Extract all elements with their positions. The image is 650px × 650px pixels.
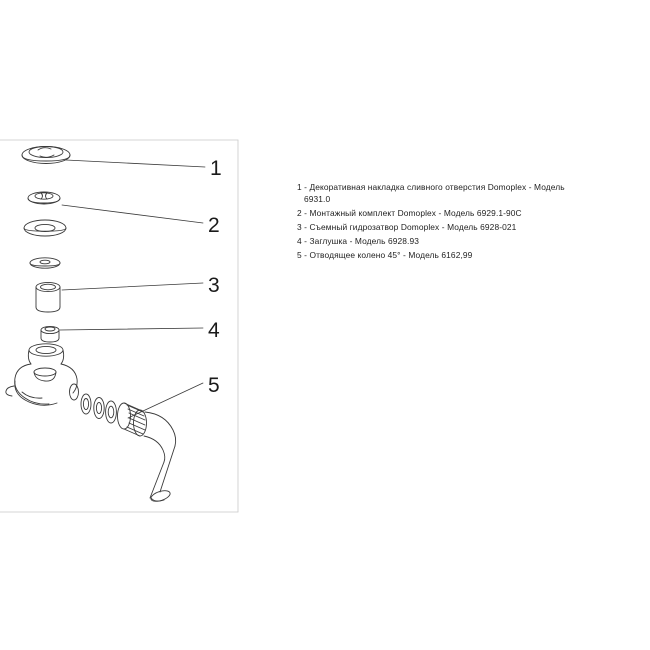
callout-number-5: 5 <box>208 374 220 397</box>
part-outlet-elbow <box>144 412 176 503</box>
leader-4 <box>60 328 203 330</box>
leader-lines <box>60 160 205 418</box>
part-knurled-nut <box>118 403 147 436</box>
legend-list <box>297 182 627 264</box>
part-cover-slotted <box>28 192 60 204</box>
exploded-parts-drawing <box>0 0 300 650</box>
part-connector-rings <box>81 394 116 423</box>
plate-border <box>0 140 238 512</box>
legend-item-3: 3 - Съемный гидрозатвор Domoplex - Модель 6928-021 <box>297 221 517 232</box>
part-flat-disc <box>30 258 60 268</box>
legend-item-1: 1 - Декоративная накладка сливного отверстия Domoplex - Модель <box>297 182 565 192</box>
part-siphon-body <box>6 344 79 405</box>
leader-5 <box>128 383 203 418</box>
part-gasket-ring <box>24 220 66 236</box>
leader-2 <box>62 205 203 223</box>
legend-item-2: 2 - Монтажный комплект Domoplex - Модель 6929.1-90С <box>297 207 522 218</box>
callout-number-4: 4 <box>208 319 220 342</box>
part-trap-cylinder <box>36 282 60 312</box>
callout-number-2: 2 <box>208 214 220 237</box>
legend-item-4: 4 - Заглушка - Модель 6928.93 <box>297 235 419 246</box>
legend-item-5: 5 - Отводящее колено 45° - Модель 6162,99 <box>297 249 473 260</box>
part-plug <box>41 326 59 342</box>
part-decorative-cover <box>22 147 70 164</box>
leader-1 <box>66 160 205 167</box>
callout-number-3: 3 <box>208 274 220 297</box>
legend-item-1-continuation: 6931.0 <box>304 193 331 204</box>
leader-3 <box>62 283 203 290</box>
callout-number-1: 1 <box>210 157 222 180</box>
